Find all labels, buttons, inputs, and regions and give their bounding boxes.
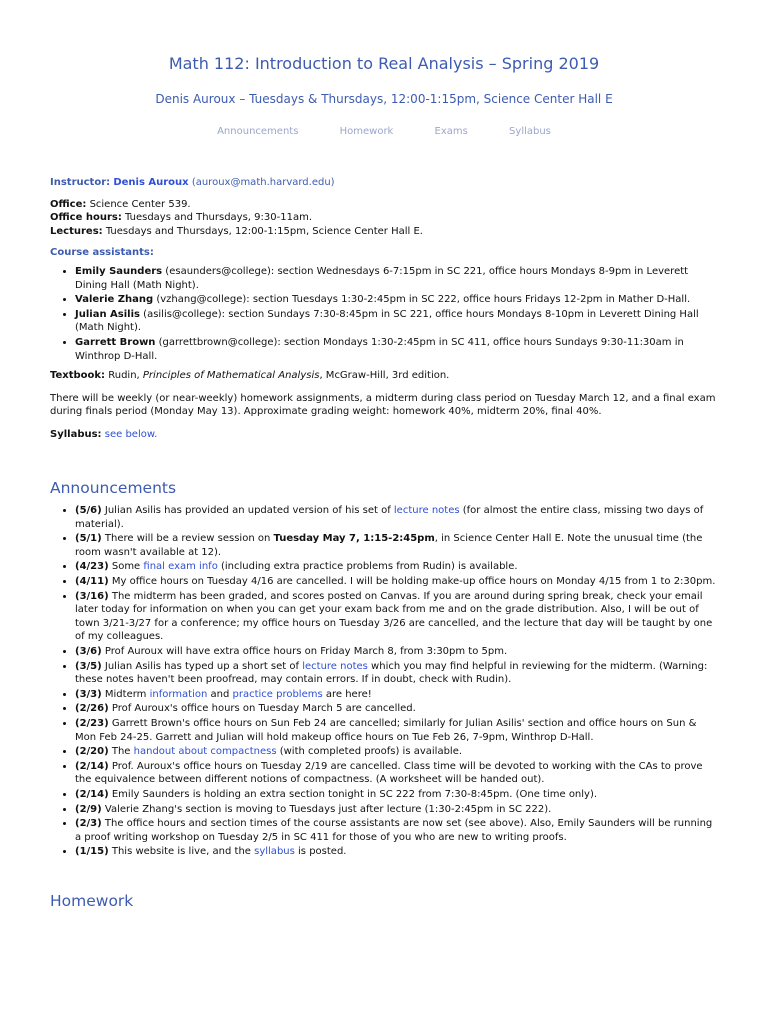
date-label: (2/3) bbox=[75, 818, 102, 830]
list-item bbox=[75, 803, 718, 817]
item-text: Valerie Zhang's section is moving to Tuesdays just after lecture (1:30-2:45pm in SC 222). bbox=[101, 803, 552, 815]
lectures-value: Tuesdays and Thursdays, 12:00-1:15pm, Science Center Hall E. bbox=[105, 225, 423, 237]
date-label: (3/16) bbox=[75, 590, 109, 602]
ca-detail: (garrettbrown@college): section Mondays 1:30-2:45pm in SC 411, office hours Sundays 9:30-11:30am in Winthrop D-Hall. bbox=[75, 336, 684, 362]
item-text: My office hours on Tuesday 4/16 are cancelled. I will be holding make-up office hours on Monday 4/15 from 1 to 2:30pm. bbox=[108, 576, 716, 588]
ca-list bbox=[50, 265, 718, 363]
instructor-label: Instructor: bbox=[50, 177, 111, 188]
date-label: (2/9) bbox=[75, 803, 102, 815]
item-text: The office hours and section times of the course assistants are now set (see above). Also, Emily Saunders will be running a proof writing workshop on Tuesday 2/5 in SC 411 for those of you who are new to writing proofs. bbox=[75, 818, 713, 843]
item-text: There will be a review session on bbox=[101, 533, 274, 545]
lectures-line bbox=[50, 225, 718, 239]
list-item bbox=[75, 845, 718, 859]
ca-name: Emily Saunders bbox=[75, 265, 163, 277]
top-nav bbox=[50, 126, 718, 137]
list-item bbox=[75, 308, 718, 335]
final-exam-info-link[interactable]: final exam info bbox=[143, 561, 218, 573]
textbook-author: Rudin, bbox=[105, 370, 143, 382]
item-text: The midterm has been graded, and scores posted on Canvas. If you are around during spring break, check your email later today for information on when you can get your exam back from me and on the grade distribution. Also, I will be out of town 3/21-3/27 for a conference; my office hours on Tuesday 3/26 are cancelled, and the lecture that day will be taught by one of my colleagues. bbox=[75, 590, 713, 643]
ca-detail: (vzhang@college): section Tuesdays 1:30-2:45pm in SC 222, office hours Fridays 12-2pm in Mather D-Hall. bbox=[153, 294, 691, 306]
item-text: Julian Asilis has typed up a short set of bbox=[101, 660, 303, 672]
syllabus-label: Syllabus: bbox=[50, 428, 102, 440]
list-item bbox=[75, 532, 718, 559]
date-label: (5/1) bbox=[75, 533, 102, 545]
item-text: which you may find helpful in reviewing for the midterm. (Warning: these notes haven't been proofread, may contain errors. If in doubt, check with Rudin). bbox=[75, 660, 708, 686]
date-label: (2/14) bbox=[75, 788, 109, 800]
lecture-notes-link[interactable]: lecture notes bbox=[302, 660, 368, 672]
hours-label: Office hours: bbox=[50, 212, 122, 224]
instructor-name-link[interactable]: Denis Auroux bbox=[113, 177, 189, 188]
item-text: is posted. bbox=[294, 846, 347, 858]
item-text: (for almost the entire class, missing two days of material). bbox=[75, 505, 704, 530]
date-label: (2/23) bbox=[75, 718, 109, 729]
textbook-title: Principles of Mathematical Analysis bbox=[142, 370, 320, 382]
item-text: and bbox=[207, 688, 233, 700]
syllabus-line bbox=[50, 428, 718, 442]
homework-heading: Homework bbox=[50, 891, 134, 910]
list-item bbox=[75, 575, 718, 589]
date-label: (3/3) bbox=[75, 688, 102, 700]
list-item bbox=[75, 265, 718, 292]
item-emphasis: Tuesday May 7, 1:15-2:45pm bbox=[273, 533, 435, 545]
ca-detail: (asilis@college): section Sundays 7:30-8:45pm in SC 221, office hours Mondays 8-10pm in Leverett Dining Hall (Math Night). bbox=[75, 308, 699, 334]
date-label: (2/14) bbox=[75, 760, 109, 772]
nav-announcements[interactable]: Announcements bbox=[217, 126, 299, 137]
office-label: Office: bbox=[50, 198, 87, 210]
textbook-publisher: , McGraw-Hill, 3rd edition. bbox=[319, 370, 450, 382]
lecture-notes-link[interactable]: lecture notes bbox=[393, 505, 460, 517]
ca-name: Valerie Zhang bbox=[75, 294, 154, 306]
page-subtitle: Denis Auroux – Tuesdays & Thursdays, 12:00-1:15pm, Science Center Hall E bbox=[155, 92, 613, 106]
textbook-label: Textbook: bbox=[50, 370, 106, 382]
grading-paragraph: There will be weekly (or near-weekly) homework assignments, a midterm during class period on Tuesday March 12, and a final exam during finals period (Monday May 13). Approximate grading weight: homework 40%, midterm 20%, final 40%. bbox=[50, 392, 716, 418]
date-label: (3/5) bbox=[75, 660, 102, 672]
list-item bbox=[75, 504, 718, 531]
item-text: This website is live, and the bbox=[108, 846, 255, 858]
ca-name: Garrett Brown bbox=[75, 336, 156, 348]
list-item bbox=[75, 717, 718, 744]
nav-syllabus[interactable]: Syllabus bbox=[509, 126, 551, 137]
list-item bbox=[75, 560, 718, 574]
nav-homework[interactable]: Homework bbox=[339, 126, 394, 137]
item-text: Julian Asilis has provided an updated version of his set of bbox=[101, 505, 394, 517]
item-text: are here! bbox=[322, 688, 372, 700]
list-item bbox=[75, 336, 718, 363]
lectures-label: Lectures: bbox=[50, 225, 103, 237]
item-text: Garrett Brown's office hours on Sun Feb 24 are cancelled; similarly for Julian Asilis' section and office hours on Sun & Mon Feb 24-25. Garrett and Julian will hold makeup office hours on Tue Feb 26, 7-9pm, Winthrop D-Hall. bbox=[75, 718, 697, 743]
date-label: (4/11) bbox=[75, 576, 109, 588]
item-text: Prof Auroux will have extra office hours on Friday March 8, from 3:30pm to 5pm. bbox=[101, 646, 508, 658]
item-text: Prof Auroux's office hours on Tuesday March 5 are cancelled. bbox=[108, 703, 416, 715]
ca-label: Course assistants: bbox=[50, 247, 154, 259]
list-item bbox=[75, 817, 718, 844]
list-item bbox=[75, 293, 718, 307]
compactness-handout-link[interactable]: handout about compactness bbox=[133, 746, 277, 758]
announcements-list bbox=[50, 504, 718, 859]
midterm-information-link[interactable]: information bbox=[149, 688, 208, 700]
office-line bbox=[50, 198, 718, 212]
textbook-line bbox=[50, 369, 718, 383]
hours-line bbox=[50, 211, 718, 225]
item-text: The bbox=[108, 746, 134, 758]
list-item bbox=[75, 688, 718, 702]
item-text: , in Science Center Hall E. Note the unusual time (the room wasn't available at 12). bbox=[75, 533, 703, 558]
list-item bbox=[75, 760, 718, 787]
date-label: (1/15) bbox=[75, 846, 109, 858]
list-item bbox=[75, 590, 718, 644]
list-item bbox=[75, 745, 718, 759]
date-label: (2/26) bbox=[75, 703, 109, 715]
date-label: (2/20) bbox=[75, 746, 109, 758]
date-label: (5/6) bbox=[75, 505, 102, 517]
syllabus-link[interactable]: syllabus bbox=[254, 846, 295, 858]
item-text: Some bbox=[108, 561, 144, 573]
list-item bbox=[75, 660, 718, 687]
item-text: (with completed proofs) is available. bbox=[276, 746, 463, 758]
page-title: Math 112: Introduction to Real Analysis – Spring 2019 bbox=[168, 54, 600, 73]
item-text: Midterm bbox=[101, 688, 150, 700]
ca-detail: (esaunders@college): section Wednesdays 6-7:15pm in SC 221, office hours Mondays 8-9pm in Leverett Dining Hall (Math Night). bbox=[75, 265, 689, 291]
instructor-line bbox=[50, 176, 718, 190]
syllabus-link[interactable]: see below. bbox=[104, 428, 158, 440]
list-item bbox=[75, 645, 718, 659]
date-label: (4/23) bbox=[75, 561, 109, 573]
hours-value: Tuesdays and Thursdays, 9:30-11am. bbox=[125, 212, 312, 224]
item-text: Prof. Auroux's office hours on Tuesday 2/19 are cancelled. Class time will be devoted to working with the CAs to prove the equivalence between different notions of compactness. (A worksheet will be handed out). bbox=[75, 760, 703, 786]
main-content bbox=[50, 176, 718, 909]
item-text: (including extra practice problems from Rudin) is available. bbox=[217, 561, 518, 573]
practice-problems-link[interactable]: practice problems bbox=[232, 688, 323, 700]
list-item bbox=[75, 702, 718, 716]
announcements-heading: Announcements bbox=[50, 478, 177, 497]
list-item bbox=[75, 788, 718, 802]
date-label: (3/6) bbox=[75, 646, 102, 658]
nav-exams[interactable]: Exams bbox=[434, 126, 468, 137]
office-value: Science Center 539. bbox=[89, 198, 191, 210]
instructor-email: (auroux@math.harvard.edu) bbox=[191, 177, 335, 188]
ca-name: Julian Asilis bbox=[75, 308, 140, 320]
item-text: Emily Saunders is holding an extra section tonight in SC 222 from 7:30-8:45pm. (One time only). bbox=[108, 788, 598, 800]
